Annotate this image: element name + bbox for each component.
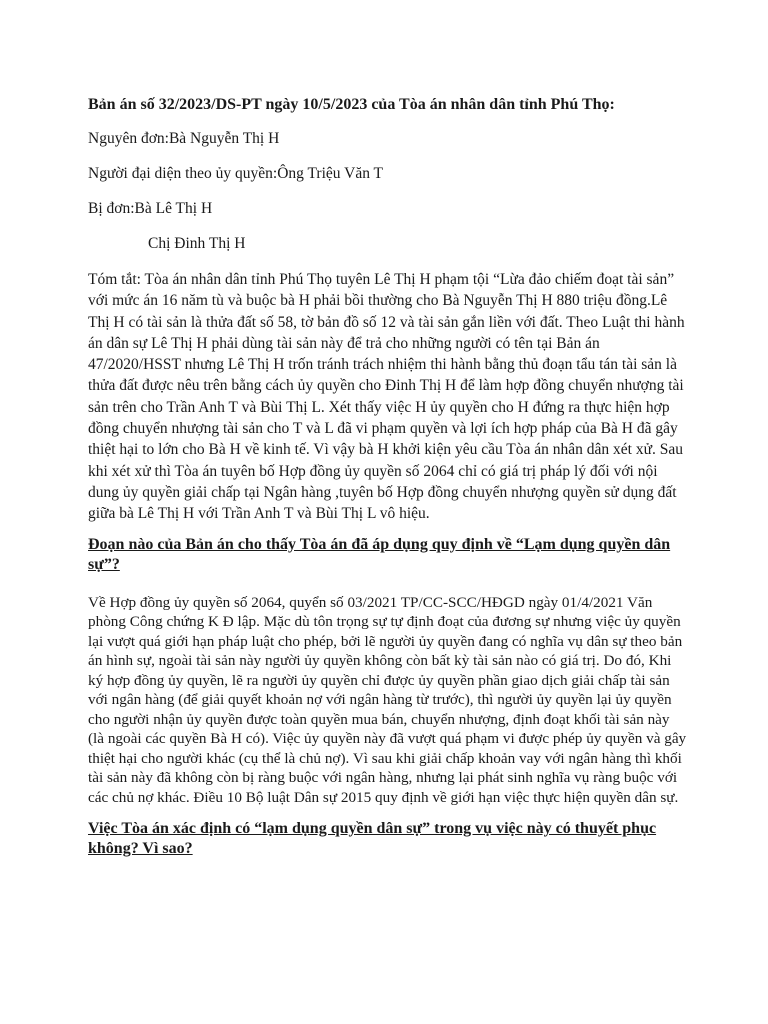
representative-line: Người đại diện theo ủy quyền:Ông Triệu Văn T [88,165,384,182]
defendant-line: Bị đơn:Bà Lê Thị H [88,200,213,217]
question-2: Việc Tòa án xác định có “lạm dụng quyền dân sự” trong vụ việc này có thuyết phục không? Vì sao? [88,820,657,858]
defendant2-line: Chị Đinh Thị H [148,235,246,252]
document-page [88,95,688,877]
document-title: Bản án số 32/2023/DS-PT ngày 10/5/2023 của Tòa án nhân dân tỉnh Phú Thọ: [88,96,615,113]
summary-paragraph: Tóm tắt: Tòa án nhân dân tỉnh Phú Thọ tuyên Lê Thị H phạm tội “Lừa đảo chiếm đoạt tài sản” với mức án 16 năm tù và buộc bà H phải bồi thường cho Bà Nguyễn Thị H 880 triệu đồng.Lê Thị H có tài sản là thửa đất số 58, tờ bản đồ số 12 và tài sản gắn liền với đất. Theo Luật thi hành án dân sự Lê Thị H phải dùng tài sản này để trả cho những người có tên tại Bản án 47/2020/HSST nhưng Lê Thị H trốn tránh trách nhiệm thi hành bằng thủ đoạn tẩu tán tài sản là thửa đất được nêu trên bằng cách ủy quyền cho Đinh Thị H để làm hợp đồng chuyển nhượng tài sản trên cho Trần Anh T và Bùi Thị L. Xét thấy việc H ủy quyền cho H đứng ra thực hiện hợp đồng chuyển nhượng tài sản cho T và L đã vi phạm quyền và lợi ích hợp pháp của Bà H đã gây thiệt hại to lớn cho Bà H về kinh tế. Vì vậy bà H khởi kiện yêu cầu Tòa án nhân dân xét xử. Sau khi xét xử thì Tòa án tuyên bố Hợp đồng ủy quyền số 2064 chỉ có giá trị pháp lý đối với nội dung ủy quyền giải chấp tại Ngân hàng ,tuyên bố Hợp đồng chuyển nhượng quyền sử dụng đất giữa bà Lê Thị H với Trần Anh T và Bùi Thị L vô hiệu. [88,271,685,523]
question-1: Đoạn nào của Bản án cho thấy Tòa án đã áp dụng quy định về “Lạm dụng quyền dân sự”? [88,535,671,573]
answer-1-paragraph: Về Hợp đồng ủy quyền số 2064, quyển số 03/2021 TP/CC-SCC/HĐGD ngày 01/4/2021 Văn phòng Công chứng K Đ lập. Mặc dù tôn trọng sự tự định đoạt của đương sự nhưng việc ủy quyền lại vượt quá giới hạn pháp luật cho phép, bởi lẽ người ủy quyền đang có nghĩa vụ dân sự theo bản án hình sự, ngoài tài sản này người ủy quyền không còn bất kỳ tài sản nào có giá trị. Do đó, Khi ký hợp đồng ủy quyền, lẽ ra người ủy quyền chỉ được ủy quyền phần giao dịch giải chấp tài sản với ngân hàng (để giải quyết khoản nợ với ngân hàng từ trước), thì người ủy quyền lại ủy quyền cho người nhận ủy quyền được toàn quyền mua bán, chuyển nhượng, định đoạt khối tài sản này (là ngoài các quyền Bà H có). Việc ủy quyền này đã vượt quá phạm vi được phép ủy quyền và gây thiệt hại cho người khác (cụ thể là chủ nợ). Vì sau khi giải chấp khoản vay với ngân hàng thì khối tài sản này đã không còn bị ràng buộc với ngân hàng, nhưng lại phát sinh nghĩa vụ ràng buộc với các chủ nợ khác. Điều 10 Bộ luật Dân sự 2015 quy định về giới hạn việc thực hiện quyền dân sự. [88,593,687,806]
plaintiff-line: Nguyên đơn:Bà Nguyễn Thị H [88,130,280,147]
